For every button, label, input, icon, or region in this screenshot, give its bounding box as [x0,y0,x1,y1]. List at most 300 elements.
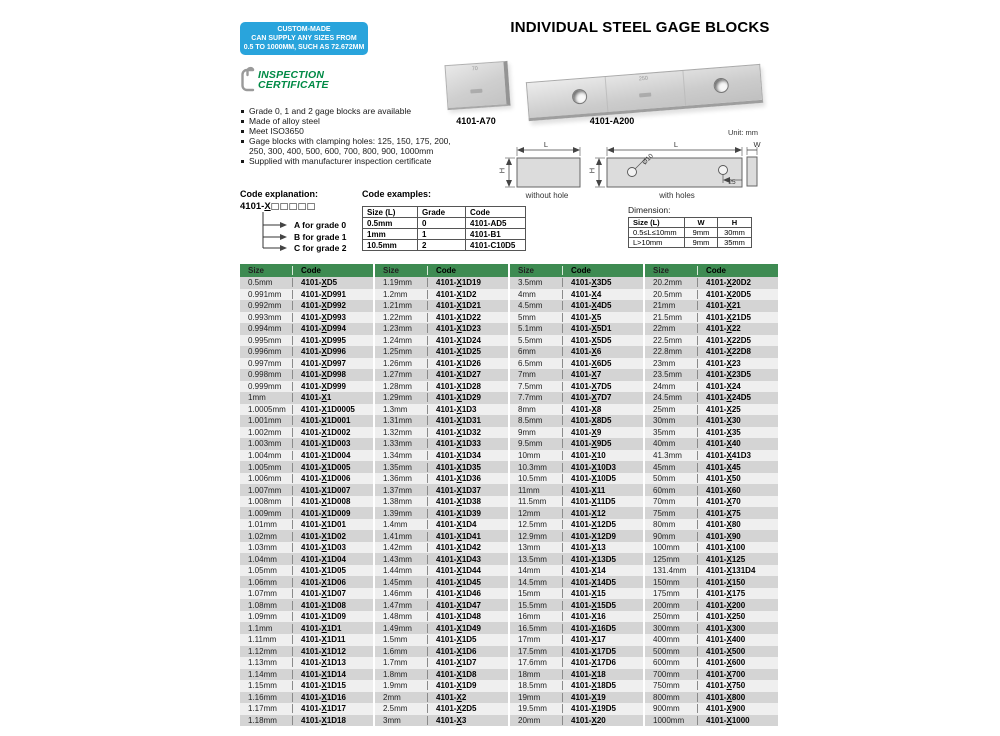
size-cell: 1.11mm [248,635,277,645]
size-cell: 1.04mm [248,554,277,564]
page-title: INDIVIDUAL STEEL GAGE BLOCKS [510,19,770,36]
size-cell: 15.5mm [518,600,547,610]
size-code-row [240,542,373,554]
size-code-row [240,599,373,611]
size-cell: 30mm [653,416,676,426]
size-code-row [645,450,778,462]
size-cell: 0.993mm [248,312,282,322]
size-cell: 1.25mm [383,347,412,357]
size-cell: 1.17mm [248,704,277,714]
dimension-row [629,238,752,248]
size-code-row [510,692,643,704]
size-code-row [510,553,643,565]
size-code-row [510,588,643,600]
size-cell: 1.47mm [383,600,412,610]
column-header: Grade [418,207,466,218]
size-cell: 1.23mm [383,324,412,334]
length-dim-label: L [543,140,549,149]
code-cell: 4101-X15 [562,589,643,598]
size-cell: 0.999mm [248,381,282,391]
size-code-row [645,530,778,542]
code-column-header: Code [562,266,643,275]
code-cell: 4101-X24 [697,382,778,391]
code-cell: 4101-X6D5 [562,359,643,368]
size-code-row [375,611,508,623]
code-cell: 4101-X2 [427,693,508,702]
size-code-row [645,622,778,634]
size-cell: 5.5mm [518,335,543,345]
table-header-row [363,207,526,218]
code-examples-table [362,206,526,251]
size-code-row [375,657,508,669]
size-cell: 0.998mm [248,370,282,380]
size-code-table [375,264,508,726]
code-cell: 4101-X90 [697,532,778,541]
size-code-row [240,461,373,473]
code-cell: 4101-X300 [697,624,778,633]
code-cell: 4101-X150 [697,578,778,587]
size-code-row [240,703,373,715]
size-code-row [240,657,373,669]
size-code-row [510,484,643,496]
size-code-row [645,289,778,301]
code-cell: 4101-X4D5 [562,301,643,310]
code-cell: 4101-X1D43 [427,555,508,564]
size-cell: 10mm [518,450,541,460]
size-code-row [510,415,643,427]
code-cell: 4101-X13 [562,543,643,552]
column-header: Size (L) [629,218,685,228]
size-cell: 1.45mm [383,577,412,587]
code-cell: 4101-X35 [697,428,778,437]
table-cell: 0 [418,218,466,229]
size-code-row [645,576,778,588]
length-dim-label: L [673,140,679,149]
size-cell: 1.5mm [383,635,408,645]
code-cell: 4101-X41D3 [697,451,778,460]
size-cell: 14.5mm [518,577,547,587]
code-cell: 4101-X14 [562,566,643,575]
code-cell: 4101-X125 [697,555,778,564]
code-cell: 4101-X30 [697,416,778,425]
size-cell: 1.19mm [383,278,412,288]
code-cell: 4101-X1D22 [427,313,508,322]
size-code-row [375,634,508,646]
size-code-row [375,312,508,324]
size-cell: 600mm [653,658,680,668]
size-code-row [510,277,643,289]
size-code-row [375,461,508,473]
size-code-row [645,404,778,416]
code-cell: 4101-X18D5 [562,681,643,690]
size-code-row [375,323,508,335]
feature-item: Made of alloy steel [240,116,458,126]
code-cell: 4101-X1D13 [292,658,373,667]
size-code-row [645,473,778,485]
size-code-row [645,277,778,289]
code-cell: 4101-X17 [562,635,643,644]
code-cell: 4101-X22D8 [697,347,778,356]
size-cell: 1.009mm [248,508,282,518]
size-code-row [645,669,778,681]
code-cell: 4101-X8 [562,405,643,414]
code-cell: 4101-X45 [697,463,778,472]
code-cell: 4101-X1D14 [292,670,373,679]
size-code-row [375,507,508,519]
size-code-row [375,438,508,450]
size-cell: 500mm [653,646,680,656]
code-cell: 4101-X12D9 [562,532,643,541]
size-cell: 2.5mm [383,704,408,714]
size-cell: 5mm [518,312,536,322]
code-cell: 4101-X1D005 [292,463,373,472]
size-cell: 6mm [518,347,536,357]
size-cell: 70mm [653,497,676,507]
size-code-row [645,346,778,358]
code-cell: 4101-X1D36 [427,474,508,483]
code-cell: 4101-X14D5 [562,578,643,587]
grade-option-a: A for grade 0 [294,220,347,230]
code-cell: 4101-X1D21 [427,301,508,310]
code-cell: 4101-X1D49 [427,624,508,633]
code-cell: 4101-X1000 [697,716,778,725]
size-code-header-row [240,264,373,277]
size-code-row [375,646,508,658]
code-cell: 4101-X6 [562,347,643,356]
code-cell: 4101-X11D5 [562,497,643,506]
size-code-row [375,519,508,531]
code-cell: 4101-XD992 [292,301,373,310]
custom-made-badge [240,22,368,55]
code-cell: 4101-X60 [697,486,778,495]
size-code-row [375,680,508,692]
code-cell: 4101-X16 [562,612,643,621]
size-code-row [645,634,778,646]
size-cell: 5.1mm [518,324,543,334]
size-cell: 100mm [653,543,680,553]
inspection-certificate-logo [240,66,329,94]
size-code-row [510,634,643,646]
size-column-header: Size [383,266,400,275]
size-code-row [240,438,373,450]
size-cell: 16.5mm [518,623,547,633]
size-cell: 6.5mm [518,358,543,368]
size-cell: 1.03mm [248,543,277,553]
size-cell: 400mm [653,635,680,645]
size-code-row [240,323,373,335]
size-cell: 1.12mm [248,646,277,656]
clamping-hole [572,89,588,105]
size-code-row [645,484,778,496]
size-cell: 1.06mm [248,577,277,587]
size-cell: 150mm [653,577,680,587]
size-cell: 10.5mm [518,474,547,484]
table-cell: 9mm [685,238,718,248]
code-cell: 4101-X1D0005 [292,405,373,414]
code-cell: 4101-X3 [427,716,508,725]
size-cell: 17.5mm [518,646,547,656]
size-code-row [240,530,373,542]
code-cell: 4101-X750 [697,681,778,690]
size-cell: 0.991mm [248,289,282,299]
column-header: Code [466,207,526,218]
size-cell: 1.16mm [248,692,277,702]
code-cell: 4101-X7D5 [562,382,643,391]
size-code-row [240,484,373,496]
size-cell: 1.003mm [248,439,282,449]
size-cell: 0.992mm [248,301,282,311]
size-code-table [240,264,373,726]
size-cell: 1.07mm [248,589,277,599]
code-cell: 4101-X10D5 [562,474,643,483]
code-cell: 4101-X1D12 [292,647,373,656]
size-cell: 13.5mm [518,554,547,564]
size-cell: 1.13mm [248,658,277,668]
size-cell: 1.38mm [383,497,412,507]
code-cell: 4101-X75 [697,509,778,518]
code-cell: 4101-X1D02 [292,532,373,541]
code-cell: 4101-X12 [562,509,643,518]
code-cell: 4101-X1D39 [427,509,508,518]
code-cell: 4101-X8D5 [562,416,643,425]
size-code-row [510,312,643,324]
size-code-row [645,381,778,393]
size-cell: 125mm [653,554,680,564]
table-cell: 4101-AD5 [466,218,526,229]
size-cell: 1.42mm [383,543,412,553]
size-cell: 175mm [653,589,680,599]
size-cell: 1.6mm [383,646,408,656]
clamping-hole [713,77,729,93]
size-code-row [645,427,778,439]
size-cell: 41.3mm [653,450,682,460]
size-code-table [645,264,778,726]
size-cell: 1.33mm [383,439,412,449]
size-code-row [375,530,508,542]
size-code-row [645,507,778,519]
size-code-row [645,599,778,611]
size-code-row [240,392,373,404]
code-cell: 4101-X21D5 [697,313,778,322]
size-code-row [645,312,778,324]
size-cell: 7.5mm [518,381,543,391]
table-cell: 30mm [718,228,752,238]
code-cell: 4101-X18 [562,670,643,679]
grade-option-b: B for grade 1 [294,232,347,242]
code-cell: 4101-X24D5 [697,393,778,402]
column-header: W [685,218,718,228]
size-code-row [510,404,643,416]
size-code-row [375,669,508,681]
size-code-row [240,565,373,577]
code-cell: 4101-X1D11 [292,635,373,644]
code-cell: 4101-X19 [562,693,643,702]
code-cell: 4101-X11 [562,486,643,495]
code-examples-body [363,218,526,251]
code-cell: 4101-X1D06 [292,578,373,587]
code-cell: 4101-X1D6 [427,647,508,656]
size-code-row [510,622,643,634]
certificate-clip-icon [240,66,255,94]
size-cell: 18mm [518,669,541,679]
size-cell: 1.9mm [383,681,408,691]
brand-mark [470,89,482,94]
size-code-row [240,335,373,347]
size-cell: 12.9mm [518,531,547,541]
size-code-row [510,300,643,312]
certificate-line2: CERTIFICATE [258,79,329,91]
size-cell: 1.0005mm [248,404,286,414]
code-cell: 4101-X10D3 [562,463,643,472]
code-cell: 4101-X1D48 [427,612,508,621]
size-cell: 24.5mm [653,393,682,403]
size-cell: 1.15mm [248,681,277,691]
size-cell: 0.997mm [248,358,282,368]
size-cell: 23mm [653,358,676,368]
code-pattern-prefix: 4101- [240,201,265,212]
size-code-row [375,715,508,727]
size-cell: 7mm [518,370,536,380]
code-cell: 4101-X1D4 [427,520,508,529]
brand-mark [639,93,651,98]
size-code-row [510,450,643,462]
product-label: 4101-A200 [589,116,635,126]
size-cell: 1.18mm [248,715,277,725]
size-cell: 8.5mm [518,416,543,426]
code-example-row [363,240,526,251]
size-cell: 1.44mm [383,566,412,576]
code-cell: 4101-X1D5 [427,635,508,644]
size-cell: 0.5mm [248,278,273,288]
code-cell: 4101-X1D004 [292,451,373,460]
size-code-row [645,646,778,658]
size-code-row [375,415,508,427]
code-cell: 4101-X1D27 [427,370,508,379]
code-cell: 4101-X1D007 [292,486,373,495]
code-cell: 4101-X900 [697,704,778,713]
code-cell: 4101-X9 [562,428,643,437]
size-cell: 4mm [518,289,536,299]
size-code-row [510,519,643,531]
table-cell: 9mm [685,228,718,238]
code-cell: 4101-X1D25 [427,347,508,356]
code-cell: 4101-X1D002 [292,428,373,437]
size-cell: 16mm [518,612,541,622]
size-code-row [375,404,508,416]
size-cell: 1.8mm [383,669,408,679]
size-cell: 75mm [653,508,676,518]
size-cell: 800mm [653,692,680,702]
size-cell: 2mm [383,692,401,702]
size-cell: 1.49mm [383,623,412,633]
size-code-row [645,300,778,312]
size-code-row [375,565,508,577]
code-cell: 4101-X7D7 [562,393,643,402]
size-code-row [240,473,373,485]
size-cell: 1.24mm [383,335,412,345]
size-code-tables [240,264,778,726]
size-cell: 0.994mm [248,324,282,334]
size-cell: 50mm [653,474,676,484]
size-code-row [240,634,373,646]
size-code-row [240,715,373,727]
size-code-row [510,369,643,381]
feature-item: Grade 0, 1 and 2 gage blocks are available [240,106,458,116]
size-cell: 20.2mm [653,278,682,288]
code-cell: 4101-X1D38 [427,497,508,506]
code-cell: 4101-X1D04 [292,555,373,564]
size-code-row [645,392,778,404]
size-code-row [645,657,778,669]
size-code-row [240,277,373,289]
code-cell: 4101-X1D45 [427,578,508,587]
code-cell: 4101-X20D2 [697,278,778,287]
grade-option-c: C for grade 2 [294,243,347,253]
code-example-row [363,218,526,229]
table-cell: 35mm [718,238,752,248]
size-code-row [240,611,373,623]
size-code-row [645,323,778,335]
table-cell: 10.5mm [363,240,418,251]
code-cell: 4101-X9D5 [562,439,643,448]
code-examples-heading: Code examples: [362,189,432,199]
size-cell: 1.004mm [248,450,282,460]
table-cell: 1mm [363,229,418,240]
size-cell: 1.43mm [383,554,412,564]
size-code-row [645,519,778,531]
code-cell: 4101-X20D5 [697,290,778,299]
size-cell: 1.005mm [248,462,282,472]
code-cell: 4101-X13D5 [562,555,643,564]
size-code-row [645,588,778,600]
unit-note: Unit: mm [728,128,758,137]
size-cell: 1.31mm [383,416,412,426]
size-cell: 4.5mm [518,301,543,311]
size-cell: 13mm [518,543,541,553]
size-cell: 1mm [248,393,266,403]
size-cell: 90mm [653,531,676,541]
size-cell: 25mm [653,404,676,414]
code-cell: 4101-X16D5 [562,624,643,633]
size-code-row [645,692,778,704]
code-cell: 4101-X200 [697,601,778,610]
code-cell: 4101-XD997 [292,359,373,368]
code-cell: 4101-X250 [697,612,778,621]
code-cell: 4101-X80 [697,520,778,529]
size-code-header-row [510,264,643,277]
code-cell: 4101-XD991 [292,290,373,299]
size-code-row [375,427,508,439]
code-cell: 4101-X1D26 [427,359,508,368]
gage-block-photo-long [526,64,763,121]
code-cell: 4101-X1D37 [427,486,508,495]
code-cell: 4101-X131D4 [697,566,778,575]
code-cell: 4101-X20 [562,716,643,725]
code-cell: 4101-X700 [697,670,778,679]
size-cell: 200mm [653,600,680,610]
size-code-row [375,484,508,496]
size-cell: 19mm [518,692,541,702]
size-code-row [240,381,373,393]
size-code-row [240,300,373,312]
column-header: Size (L) [363,207,418,218]
size-cell: 7.7mm [518,393,543,403]
size-cell: 11mm [518,485,540,495]
size-cell: 1.22mm [383,312,412,322]
code-cell: 4101-X1D35 [427,463,508,472]
size-cell: 1.1mm [248,623,273,633]
feature-item: Gage blocks with clamping holes: 125, 150, 175, 200, 250, 300, 400, 500, 600, 700, 800, 900, 1000mm [240,136,458,156]
